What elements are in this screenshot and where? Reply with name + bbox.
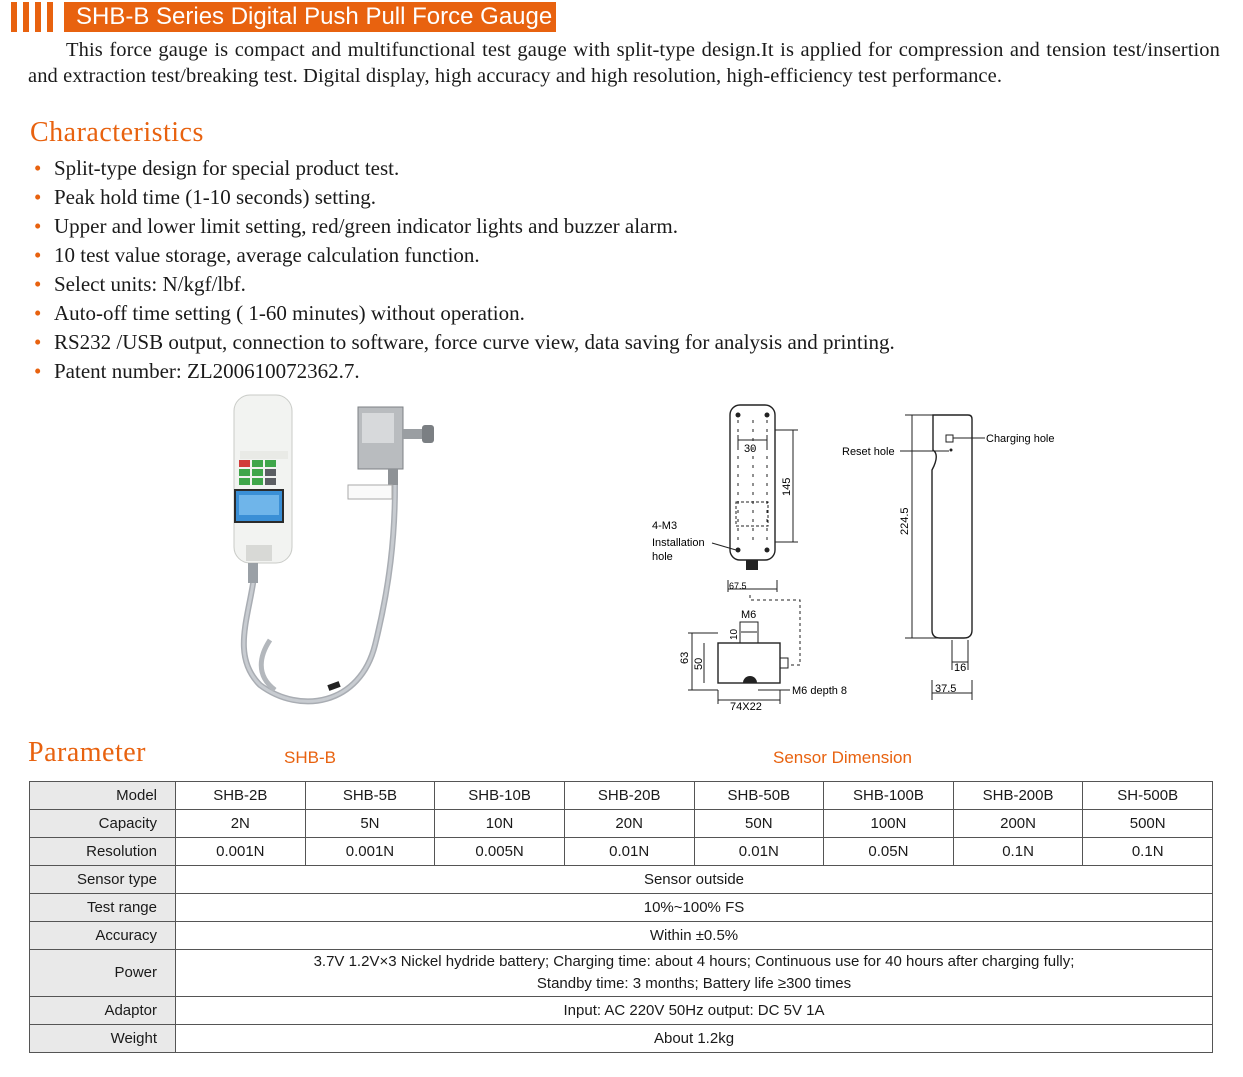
model-cell: SHB-50B: [694, 782, 824, 810]
list-item: • Select units: N/kgf/lbf.: [34, 272, 246, 296]
install-hole-label-1: 4-M3: [652, 520, 678, 532]
table-row: [30, 894, 1213, 922]
row-label-adaptor: Adaptor: [30, 997, 176, 1025]
capacity-cell: 50N: [694, 810, 824, 838]
install-hole-label-2: Installation: [652, 537, 705, 549]
resolution-cell: 0.05N: [824, 838, 954, 866]
power-line-2: Standby time: 3 months; Battery life ≥300 times: [536, 975, 852, 992]
dim-63: 63: [679, 651, 691, 664]
list-item: • Patent number: ZL200610072362.7.: [34, 359, 360, 383]
characteristics-list: [34, 154, 895, 386]
capacity-cell: 2N: [176, 810, 306, 838]
resolution-cell: 0.1N: [953, 838, 1083, 866]
table-row: [30, 866, 1213, 894]
dim-16: 16: [954, 662, 967, 674]
resolution-cell: 0.01N: [694, 838, 824, 866]
row-label-test-range: Test range: [30, 894, 176, 922]
characteristics-heading: Characteristics: [30, 117, 204, 148]
dim-50: 50: [693, 657, 705, 670]
weight-value: About 1.2kg: [176, 1025, 1213, 1053]
charging-hole-label: Charging hole: [986, 433, 1055, 445]
dim-67-5: 67.5: [729, 581, 747, 591]
table-row: [30, 950, 1213, 997]
list-item: • 10 test value storage, average calculation function.: [34, 243, 480, 267]
capacity-cell: 10N: [435, 810, 565, 838]
dim-145: 145: [781, 477, 793, 496]
table-row: [30, 922, 1213, 950]
capacity-cell: 200N: [953, 810, 1083, 838]
row-label-sensor-type: Sensor type: [30, 866, 176, 894]
row-label-resolution: Resolution: [30, 838, 176, 866]
capacity-cell: 500N: [1083, 810, 1213, 838]
table-row: [30, 997, 1213, 1025]
model-series-label: SHB-B: [284, 748, 336, 767]
m6-depth-label: M6 depth 8: [792, 685, 848, 697]
list-item: • RS232 /USB output, connection to software, force curve view, data saving for analysis and printing.: [34, 330, 895, 354]
page-title: SHB-B Series Digital Push Pull Force Gauge: [64, 2, 556, 32]
model-cell: SHB-10B: [435, 782, 565, 810]
list-item: • Split-type design for special product test.: [34, 156, 400, 180]
resolution-cell: 0.001N: [176, 838, 306, 866]
resolution-cell: 0.01N: [564, 838, 694, 866]
model-cell: SH-500B: [1083, 782, 1213, 810]
list-item: • Peak hold time (1-10 seconds) setting.: [34, 185, 376, 209]
resolution-cell: 0.001N: [305, 838, 435, 866]
table-row: [30, 1025, 1213, 1053]
row-label-weight: Weight: [30, 1025, 176, 1053]
parameter-table: [29, 781, 1213, 1053]
power-line-1: 3.7V 1.2V×3 Nickel hydride battery; Charging time: about 4 hours; Continuous use for 40 hours after charging fully;: [313, 953, 1075, 970]
technical-drawings: [640, 400, 1100, 720]
table-row: [30, 810, 1213, 838]
row-label-accuracy: Accuracy: [30, 922, 176, 950]
capacity-cell: 5N: [305, 810, 435, 838]
row-label-power: Power: [30, 950, 176, 997]
parameter-heading: Parameter: [28, 737, 146, 768]
model-cell: SHB-200B: [953, 782, 1083, 810]
dim-74x22: 74X22: [730, 701, 762, 713]
row-label-capacity: Capacity: [30, 810, 176, 838]
install-hole-label-3: hole: [652, 551, 673, 563]
row-label-model: Model: [30, 782, 176, 810]
reset-hole-label: Reset hole: [842, 446, 895, 458]
sensor-dimension-label: Sensor Dimension: [773, 748, 912, 767]
test-range-value: 10%~100% FS: [176, 894, 1213, 922]
dim-m6: M6: [741, 609, 757, 621]
sensor-type-value: Sensor outside: [176, 866, 1213, 894]
list-item: • Auto-off time setting ( 1-60 minutes) without operation.: [34, 301, 525, 325]
table-row: [30, 838, 1213, 866]
model-cell: SHB-5B: [305, 782, 435, 810]
dim-10: 10: [729, 628, 740, 640]
intro-paragraph: This force gauge is compact and multifunctional test gauge with split-type design.It is applied for compression and tension test/insertion and extraction test/breaking test. Digital display, high accuracy and high resolution, high-efficiency test performance.: [28, 39, 1220, 87]
accuracy-value: Within ±0.5%: [176, 922, 1213, 950]
power-value: [176, 950, 1213, 997]
resolution-cell: 0.1N: [1083, 838, 1213, 866]
dim-224-5: 224.5: [899, 507, 911, 535]
product-photo: [190, 385, 460, 735]
capacity-cell: 20N: [564, 810, 694, 838]
table-row: [30, 782, 1213, 810]
dim-30: 30: [744, 443, 757, 455]
dim-37-5: 37.5: [935, 683, 957, 695]
capacity-cell: 100N: [824, 810, 954, 838]
adaptor-value: Input: AC 220V 50Hz output: DC 5V 1A: [176, 997, 1213, 1025]
model-cell: SHB-20B: [564, 782, 694, 810]
resolution-cell: 0.005N: [435, 838, 565, 866]
model-cell: SHB-100B: [824, 782, 954, 810]
model-cell: SHB-2B: [176, 782, 306, 810]
list-item: • Upper and lower limit setting, red/green indicator lights and buzzer alarm.: [34, 214, 678, 238]
